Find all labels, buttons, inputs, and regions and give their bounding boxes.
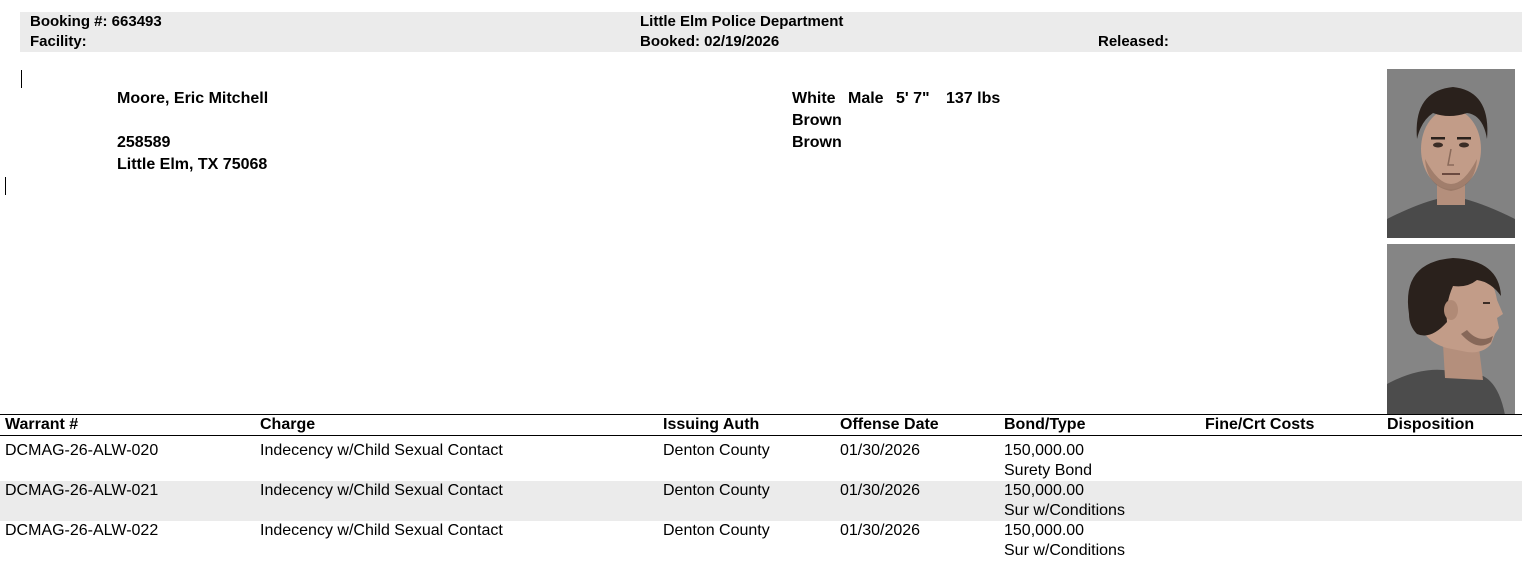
charge: Indecency w/Child Sexual Contact: [260, 442, 503, 459]
offense-date: 01/30/2026: [840, 482, 921, 499]
col-header-issuing-auth: Issuing Auth: [663, 416, 760, 433]
issuing-auth: Denton County: [663, 442, 770, 459]
col-header-warrant: Warrant #: [5, 416, 79, 433]
eye-color: Brown: [792, 134, 842, 151]
facility-label: Facility:: [30, 33, 87, 50]
booking-number: Booking #: 663493: [30, 13, 162, 30]
sex: Male: [848, 90, 884, 107]
col-header-fine-costs: Fine/Crt Costs: [1205, 416, 1315, 433]
bond-type: Sur w/Conditions: [1004, 502, 1125, 519]
col-header-charge: Charge: [260, 416, 316, 433]
col-header-bond-type: Bond/Type: [1004, 416, 1086, 433]
bond-type: Sur w/Conditions: [1004, 542, 1125, 559]
charge: Indecency w/Child Sexual Contact: [260, 482, 503, 499]
text-caret: [21, 70, 22, 88]
bond-amount: 150,000.00: [1004, 522, 1085, 539]
agency-name: Little Elm Police Department: [640, 13, 844, 30]
bond-amount: 150,000.00: [1004, 482, 1085, 499]
warrant-number: DCMAG-26-ALW-020: [5, 442, 159, 459]
address-line-1: 258589: [117, 134, 171, 151]
weight: 137 lbs: [946, 90, 1001, 107]
bond-amount: 150,000.00: [1004, 442, 1085, 459]
booked-date: Booked: 02/19/2026: [640, 33, 780, 50]
warrant-number: DCMAG-26-ALW-021: [5, 482, 159, 499]
bond-type: Surety Bond: [1004, 462, 1093, 479]
text-caret: [5, 177, 6, 195]
issuing-auth: Denton County: [663, 522, 770, 539]
warrant-number: DCMAG-26-ALW-022: [5, 522, 159, 539]
inmate-name: Moore, Eric Mitchell: [117, 90, 269, 107]
issuing-auth: Denton County: [663, 482, 770, 499]
address-line-2: Little Elm, TX 75068: [117, 156, 268, 173]
hair-color: Brown: [792, 112, 842, 129]
table-header-rule: [0, 435, 1522, 436]
col-header-offense-date: Offense Date: [840, 416, 939, 433]
profile-mugshot-photo: [1387, 244, 1515, 415]
height: 5' 7": [896, 90, 930, 107]
front-mugshot-photo: [1387, 69, 1515, 238]
released-label: Released:: [1098, 33, 1169, 50]
offense-date: 01/30/2026: [840, 442, 921, 459]
charge: Indecency w/Child Sexual Contact: [260, 522, 503, 539]
offense-date: 01/30/2026: [840, 522, 921, 539]
race: White: [792, 90, 836, 107]
col-header-disposition: Disposition: [1387, 416, 1475, 433]
